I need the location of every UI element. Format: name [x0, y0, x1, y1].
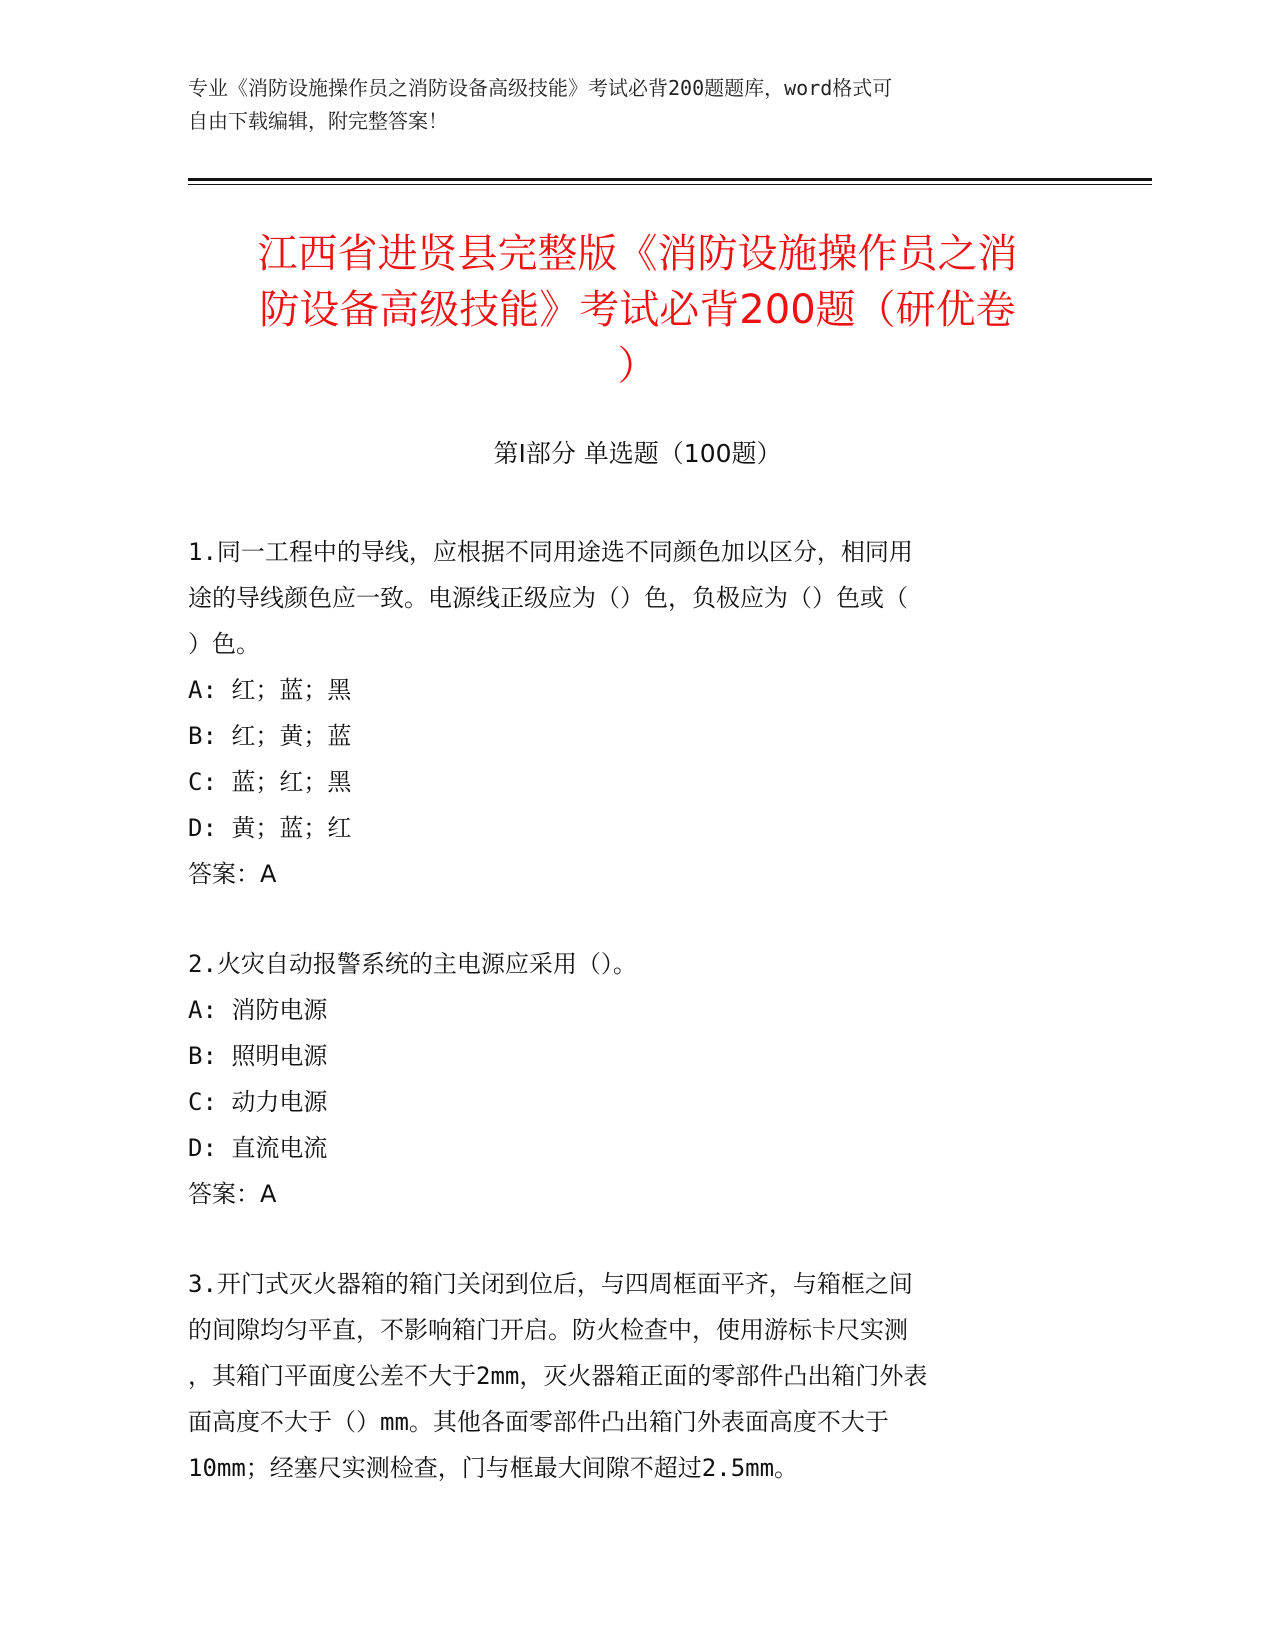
- title-line: 江西省进贤县完整版《消防设施操作员之消: [257, 231, 1018, 277]
- question-stem-line: 的间隙均匀平直，不影响箱门开启。防火检查中，使用游标卡尺实测: [188, 1316, 908, 1344]
- option-a: A: 消防电源: [188, 996, 328, 1024]
- question-2: [188, 941, 1088, 1217]
- option-c: C: 蓝；红；黑: [188, 768, 352, 796]
- option-d: D: 黄；蓝；红: [188, 814, 352, 842]
- answer: 答案：A: [188, 1180, 277, 1208]
- question-stem-line: ，其箱门平面度公差不大于2mm，灭火器箱正面的零部件凸出箱门外表: [188, 1362, 928, 1390]
- option-b: B: 红；黄；蓝: [188, 722, 352, 750]
- question-stem-line: 3.开门式灭火器箱的箱门关闭到位后，与四周框面平齐，与箱框之间: [188, 1270, 913, 1298]
- document-title: [188, 226, 1087, 394]
- header-note-line: 自由下载编辑，附完整答案！: [188, 109, 448, 133]
- option-a: A: 红；蓝；黑: [188, 676, 352, 704]
- section-title: 第Ⅰ部分 单选题（100题）: [493, 439, 782, 468]
- header-divider-thick: [188, 178, 1152, 181]
- question-stem-line: ）色。: [188, 630, 260, 658]
- question-1: [188, 529, 1088, 897]
- title-line: 防设备高级技能》考试必背200题（研优卷: [259, 287, 1016, 333]
- question-3: [188, 1261, 1088, 1491]
- option-b: B: 照明电源: [188, 1042, 328, 1070]
- option-d: D: 直流电流: [188, 1134, 328, 1162]
- header-note-line: 专业《消防设施操作员之消防设备高级技能》考试必背200题题库，word格式可: [188, 76, 893, 100]
- answer: 答案：A: [188, 860, 277, 888]
- question-stem-line: 10mm；经塞尺实测检查，门与框最大间隙不超过2.5mm。: [188, 1454, 799, 1482]
- question-stem-line: 面高度不大于（）mm。其他各面零部件凸出箱门外表面高度不大于: [188, 1408, 889, 1436]
- document-header-note: [188, 72, 1088, 138]
- question-list: [188, 529, 1088, 1491]
- question-stem-line: 途的导线颜色应一致。电源线正级应为（）色，负极应为（）色或（: [188, 584, 908, 612]
- option-c: C: 动力电源: [188, 1088, 328, 1116]
- title-line: ）: [617, 343, 658, 389]
- question-stem-line: 2.火灾自动报警系统的主电源应采用（）。: [188, 950, 637, 978]
- header-divider-thin: [188, 184, 1152, 185]
- question-stem-line: 1.同一工程中的导线，应根据不同用途选不同颜色加以区分，相同用: [188, 538, 913, 566]
